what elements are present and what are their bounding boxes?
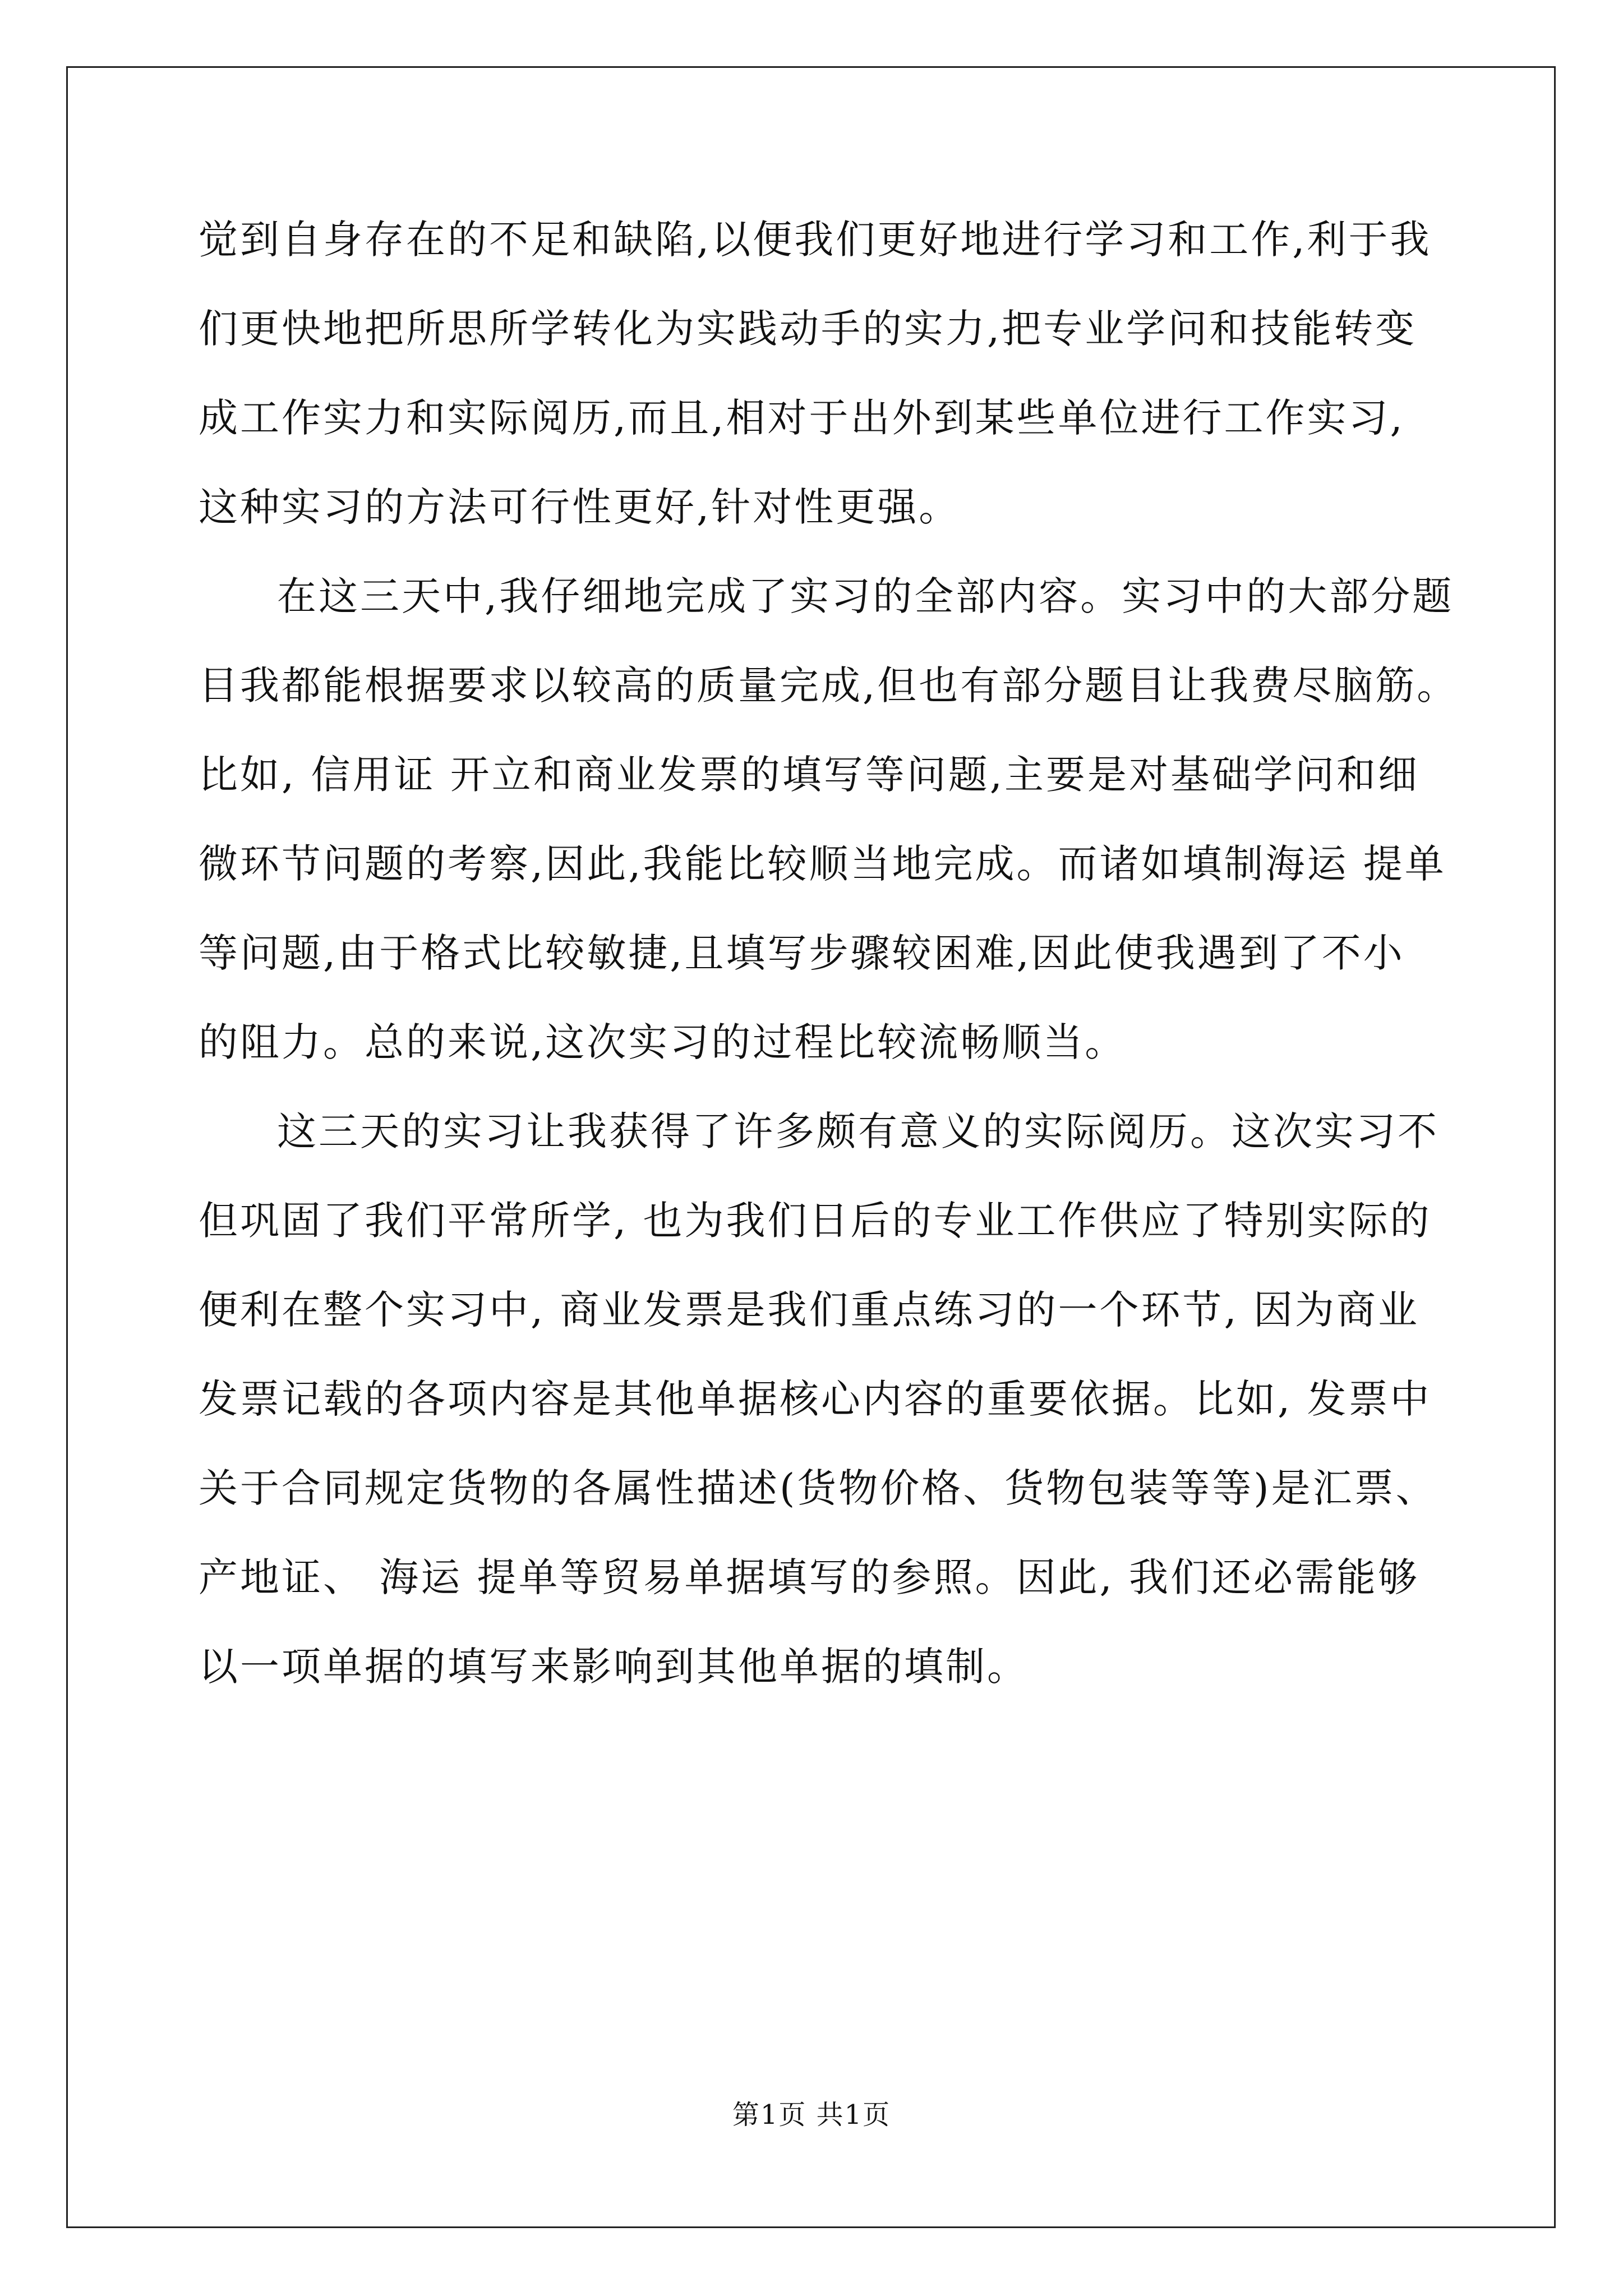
text-line: 目我都能根据要求以较高的质量完成,但也有部分题目让我费尽脑筋。 [199,662,1459,708]
text-line: 以一项单据的填写来影响到其他单据的填制。 [199,1644,1029,1690]
paragraph [199,195,1432,552]
text-line: 们更快地把所思所学转化为实践动手的实力,把专业学问和技能转变 [199,306,1417,352]
text-line: 在这三天中,我仔细地完成了实习的全部内容。实习中的大部分题 [277,573,1454,619]
text-line: 但巩固了我们平常所学, 也为我们日后的专业工作供应了特别实际的 [199,1198,1432,1244]
document-body [199,195,1459,1711]
text-line: 关于合同规定货物的各属性描述(货物价格、货物包装等等)是汇票、 [199,1465,1437,1511]
text-line: 的阻力。总的来说,这次实习的过程比较流畅顺当。 [199,1019,1127,1065]
text-line: 便利在整个实习中, 商业发票是我们重点练习的一个环节, 因为商业 [199,1287,1420,1333]
text-line: 微环节问题的考察,因此,我能比较顺当地完成。而诸如填制海运 提单 [199,841,1446,887]
text-line: 发票记载的各项内容是其他单据核心内容的重要依据。比如, 发票中 [199,1376,1432,1422]
text-line: 这种实习的方法可行性更好,针对性更强。 [199,484,961,530]
text-line: 这三天的实习让我获得了许多颇有意义的实际阅历。这次实习不 [277,1108,1439,1154]
paragraph [199,552,1459,1087]
text-line: 成工作实力和实际阅历,而且,相对于出外到某些单位进行工作实习, [199,395,1405,441]
text-line: 比如, 信用证 开立和商业发票的填写等问题,主要是对基础学问和细 [199,752,1420,798]
page-number: 第1页 共1页 [732,2099,891,2131]
text-line: 等问题,由于格式比较敏捷,且填写步骤较困难,因此使我遇到了不小 [199,930,1405,976]
paragraph [199,1087,1439,1711]
text-line: 产地证、 海运 提单等贸易单据填写的参照。因此, 我们还必需能够 [199,1554,1420,1600]
text-line: 觉到自身存在的不足和缺陷,以便我们更好地进行学习和工作,利于我 [199,217,1432,263]
